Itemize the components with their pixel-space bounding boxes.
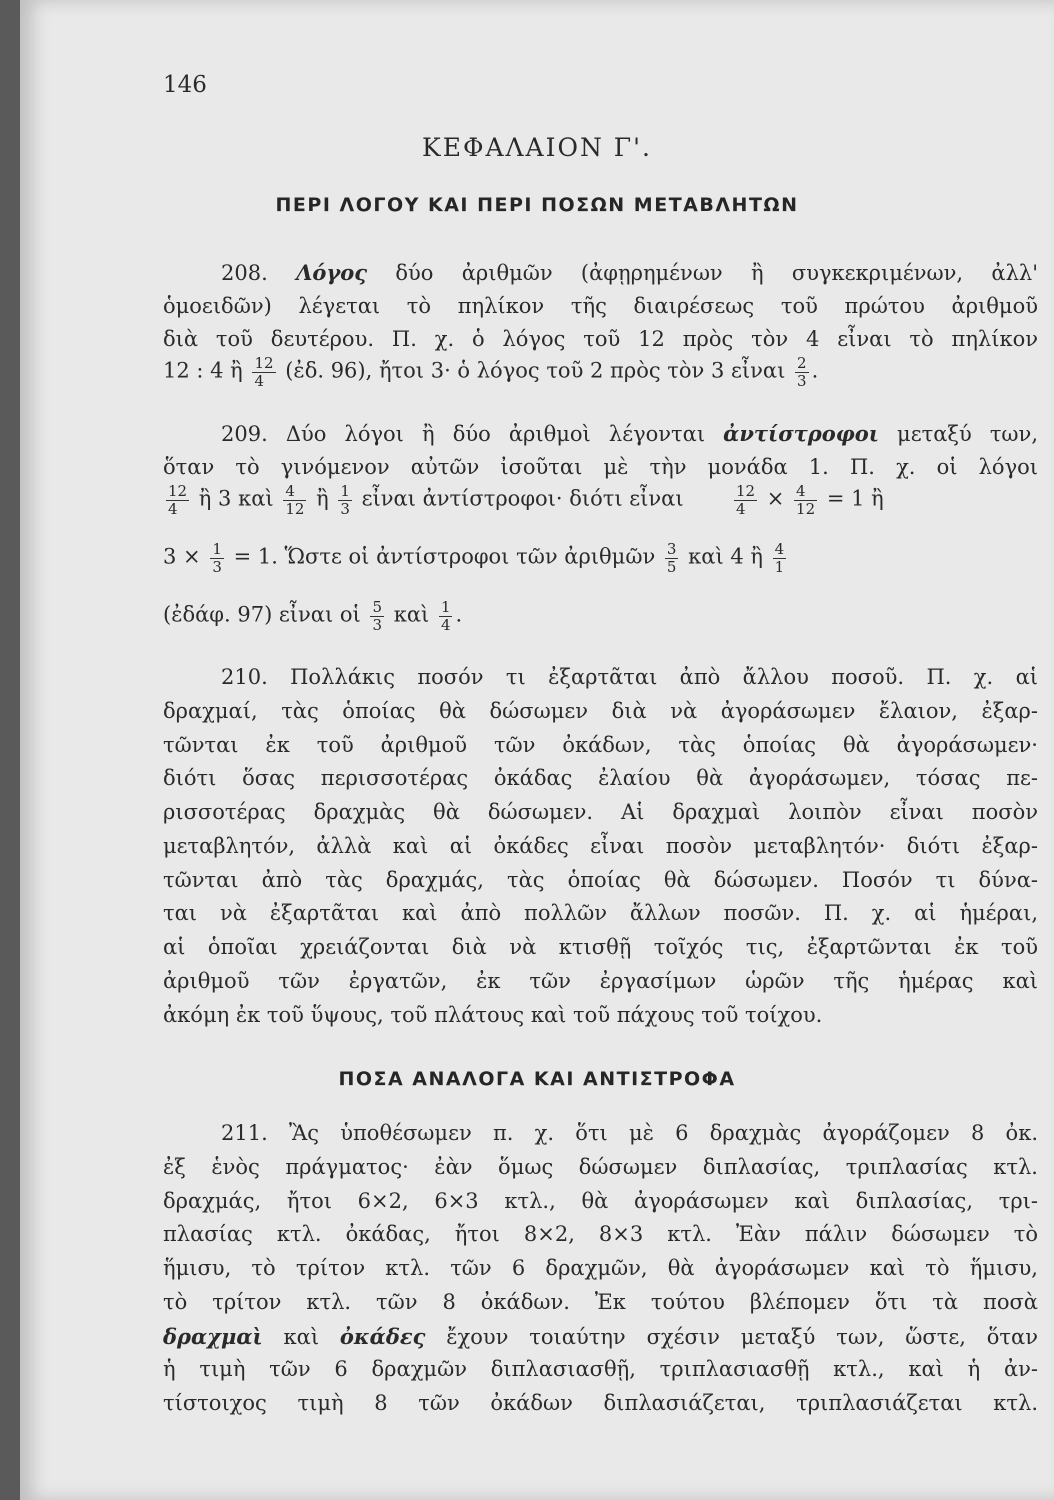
- p210-line: ρισσοτέρας δραχμὰς θὰ δώσωμεν. Αἱ δραχμαὶ λοιπὸν εἶναι ποσὸν: [163, 800, 1038, 824]
- p209-line-5: (ἐδάφ. 97) εἶναι οἱ $\frac{5}{3}$ καὶ $\frac{1}{4}$ .: [163, 598, 463, 634]
- p211-line: ἥμισυ, τὸ τρίτον κτλ. τῶν 6 δραχμῶν, θὰ ἀγοράσωμεν καὶ τὸ ἥμισυ,: [163, 1256, 1038, 1280]
- fraction: $\frac{12}{4}$: [735, 482, 756, 518]
- p208-line-4: 12 : 4 ἢ $\frac{12}{4}$ (ἐδ. 96), ἤτοι 3· ὁ λόγος τοῦ 2 πρὸς τὸν 3 εἶναι $\frac{2}{3}$ .: [163, 354, 819, 390]
- section-title-proportional: ΠΟΣΑ ΑΝΑΛΟΓΑ ΚΑΙ ΑΝΤΙΣΤΡΟΦΑ: [338, 1068, 736, 1090]
- fraction: $\frac{12}{4}$: [254, 354, 274, 390]
- p211-line: 211. Ἂς ὑποθέσωμεν π. χ. ὅτι μὲ 6 δραχμὰς ἀγοράζομεν 8 ὀκ.: [221, 1121, 1038, 1145]
- p210-line: 210. Πολλάκις ποσόν τι ἐξαρτᾶται ἀπὸ ἄλλου ποσοῦ. Π. χ. αἱ: [221, 665, 1038, 689]
- p211-line: πλασίας κτλ. ὀκάδας, ἤτοι 8×2, 8×3 κτλ. Ἐὰν πάλιν δώσωμεν τὸ: [163, 1222, 1038, 1246]
- p208-line-2: ὁμοειδῶν) λέγεται τὸ πηλίκον τῆς διαιρέσεως τοῦ πρώτου ἀριθμοῦ: [163, 294, 1038, 318]
- fraction: $\frac{1}{4}$: [440, 598, 451, 634]
- fraction: $\frac{3}{5}$: [666, 540, 677, 576]
- p209-line-4: 3 × $\frac{1}{3}$ = 1. Ὥστε οἱ ἀντίστροφοι τῶν ἀριθμῶν $\frac{3}{5}$ καὶ 4 ἢ $\frac{4}{1}$: [163, 540, 785, 576]
- book-page: [20, 0, 1054, 1500]
- p210-line: διότι ὅσας περισσοτέρας ὀκάδας ἐλαίου θὰ ἀγοράσωμεν, τόσας πε-: [163, 766, 1038, 790]
- chapter-heading: ΚΕΦΑΛΑΙΟΝ Γ'.: [422, 133, 652, 162]
- fraction: $\frac{4}{1}$: [774, 540, 785, 576]
- p209-line-2: ὅταν τὸ γινόμενον αὐτῶν ἰσοῦται μὲ τὴν μονάδα 1. Π. χ. οἱ λόγοι: [163, 455, 1038, 479]
- page-number: 146: [163, 72, 207, 98]
- p211-line: ἡ τιμὴ τῶν 6 δραχμῶν διπλασιασθῇ, τριπλασιασθῇ κτλ., καὶ ἡ ἀν-: [163, 1357, 1038, 1381]
- fraction: $\frac{4}{12}$: [796, 482, 816, 518]
- p209-line-1: 209. Δύο λόγοι ἢ δύο ἀριθμοὶ λέγονται ἀντίστροφοι μεταξύ των,: [221, 421, 1038, 446]
- p210-line: αἱ ὁποῖαι χρειάζονται διὰ νὰ κτισθῇ τοῖχός τις, ἐξαρτῶνται ἐκ τοῦ: [163, 935, 1038, 959]
- p210-line: τῶνται ἐκ τοῦ ἀριθμοῦ τῶν ὀκάδων, τὰς ὁποίας θὰ ἀγοράσωμεν·: [163, 733, 1038, 757]
- p210-line: δραχμαί, τὰς ὁποίας θὰ δώσωμεν διὰ νὰ ἀγοράσωμεν ἔλαιον, ἐξαρ-: [163, 699, 1038, 723]
- p210-line: ἀριθμοῦ τῶν ἐργατῶν, ἐκ τῶν ἐργασίμων ὡρῶν τῆς ἡμέρας καὶ: [163, 969, 1038, 993]
- p211-line: τὸ τρίτον κτλ. τῶν 8 ὀκάδων. Ἐκ τούτου βλέπομεν ὅτι τὰ ποσὰ: [163, 1290, 1038, 1314]
- fraction: $\frac{4}{12}$: [285, 482, 305, 518]
- fraction: $\frac{1}{3}$: [340, 482, 350, 518]
- p211-line: δραχμαὶ καὶ ὀκάδες ἔχουν τοιαύτην σχέσιν μεταξύ των, ὥστε, ὅταν: [163, 1324, 1038, 1349]
- p208-line-1: 208. Λόγος δύο ἀριθμῶν (ἀφῃρημένων ἢ συγκεκριμένων, ἀλλ': [221, 260, 1038, 285]
- p211-line: δραχμάς, ἤτοι 6×2, 6×3 κτλ., θὰ ἀγοράσωμεν καὶ διπλασίας, τρι-: [163, 1189, 1038, 1213]
- fraction: $\frac{5}{3}$: [372, 598, 383, 634]
- fraction: $\frac{1}{3}$: [212, 540, 222, 576]
- fraction: $\frac{12}{4}$: [168, 482, 188, 518]
- p208-line-3: διὰ τοῦ δευτέρου. Π. χ. ὁ λόγος τοῦ 12 πρὸς τὸν 4 εἶναι τὸ πηλίκον: [163, 327, 1038, 351]
- p210-line: ἀκόμη ἐκ τοῦ ὕψους, τοῦ πλάτους καὶ τοῦ πάχους τοῦ τοίχου.: [163, 1003, 823, 1027]
- p209-line-3: $\frac{12}{4}$ ἢ 3 καὶ $\frac{4}{12}$ ἢ $\frac{1}{3}$ εἶναι ἀντίστροφοι· διότι εἶναι $\frac{12}{4}$ × $\frac{4}{12}$ = 1 ἢ: [168, 482, 884, 518]
- section-title-ratio: ΠΕΡΙ ΛΟΓΟΥ ΚΑΙ ΠΕΡΙ ΠΟΣΩΝ ΜΕΤΑΒΛΗΤΩΝ: [275, 194, 799, 216]
- p211-line: ἐξ ἑνὸς πράγματος· ἐὰν ὅμως δώσωμεν διπλασίας, τριπλασίας κτλ.: [163, 1155, 1038, 1179]
- p210-line: τῶνται ἀπὸ τὰς δραχμάς, τὰς ὁποίας θὰ δώσωμεν. Ποσόν τι δύνα-: [163, 868, 1038, 892]
- fraction: $\frac{2}{3}$: [797, 354, 807, 390]
- p211-line: τίστοιχος τιμὴ 8 τῶν ὀκάδων διπλασιάζεται, τριπλασιάζεται κτλ.: [163, 1391, 1038, 1415]
- p210-line: μεταβλητόν, ἀλλὰ καὶ αἱ ὀκάδες εἶναι ποσὸν μεταβλητόν· διότι ἐξαρ-: [163, 834, 1038, 858]
- p210-line: ται νὰ ἐξαρτᾶται καὶ ἀπὸ πολλῶν ἄλλων ποσῶν. Π. χ. αἱ ἡμέραι,: [163, 901, 1038, 925]
